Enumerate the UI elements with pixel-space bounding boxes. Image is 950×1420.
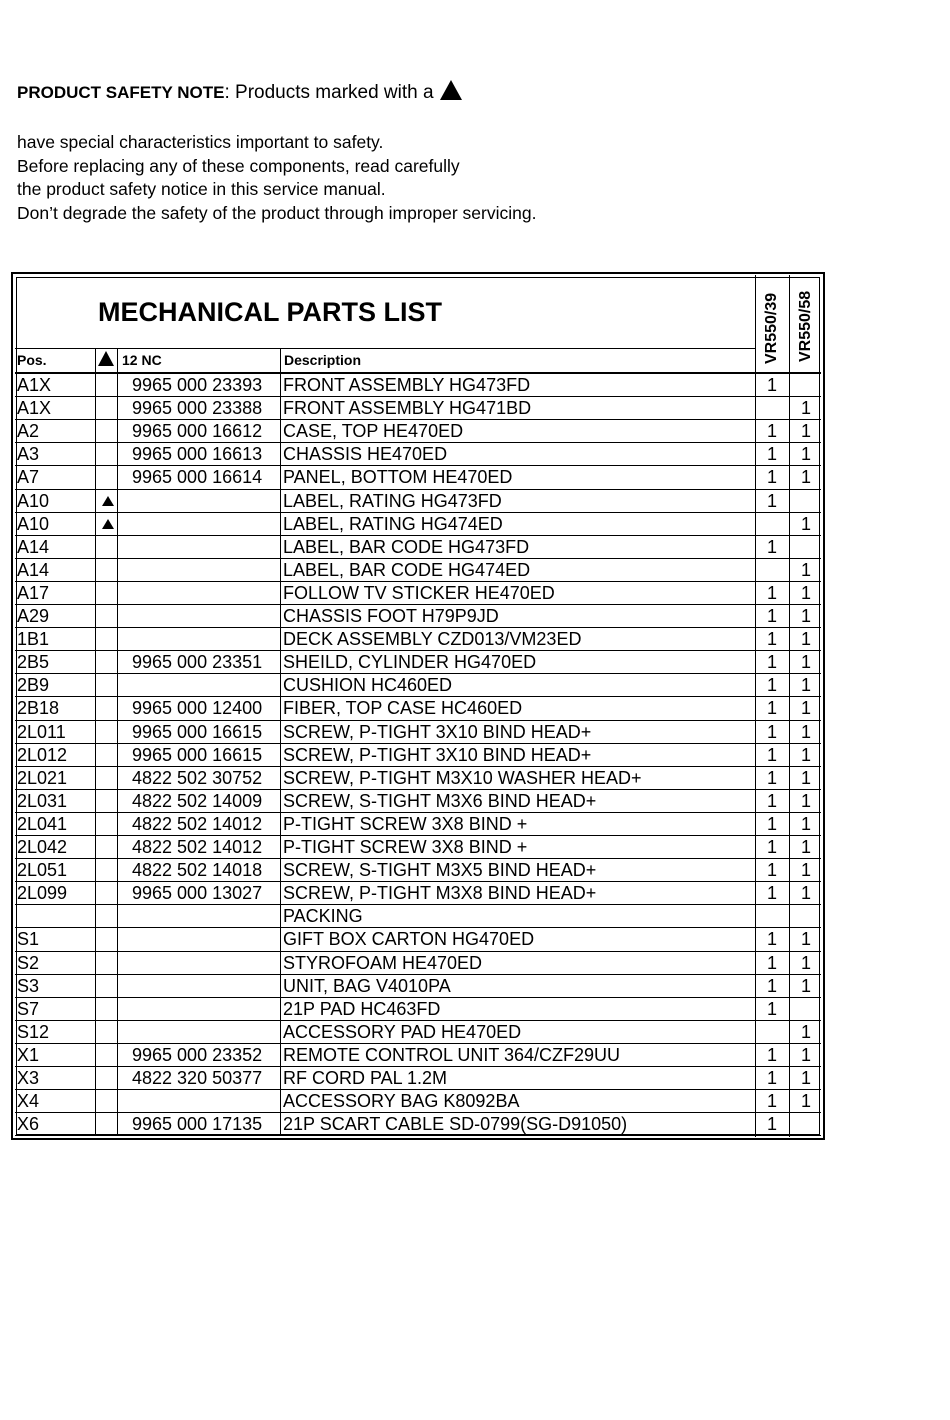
cell-pos: X6 (17, 1114, 40, 1135)
cell-12nc: 9965 000 16614 (132, 467, 263, 488)
cell-pos: A1X (17, 398, 52, 419)
cell-pos: A1X (17, 375, 52, 395)
cell-vr550-39: 1 (766, 1068, 777, 1088)
table-row (15, 443, 821, 466)
cell-vr550-58: 1 (800, 975, 811, 996)
table-row (15, 1021, 821, 1044)
cell-vr550-58: 1 (800, 929, 811, 950)
cell-vr550-39: 1 (766, 744, 777, 765)
table-row (15, 513, 821, 536)
cell-description: 21P SCART CABLE SD-0799(SG-D91050) (283, 1114, 628, 1135)
cell-description: GIFT BOX CARTON HG470ED (283, 929, 535, 950)
cell-pos: 2L011 (17, 721, 66, 742)
table-row (15, 420, 821, 443)
table-row (15, 952, 821, 975)
header-vr550-58: VR550/58 (797, 290, 814, 362)
cell-pos: 1B1 (17, 629, 50, 650)
cell-vr550-39: 1 (766, 929, 777, 950)
cell-safety (96, 490, 119, 513)
cell-12nc: 4822 502 14009 (132, 790, 263, 811)
cell-pos: S3 (17, 975, 40, 996)
cell-description: DECK ASSEMBLY CZD013/VM23ED (283, 629, 582, 650)
cell-vr550-58: 1 (800, 559, 811, 580)
cell-vr550-39: 1 (766, 1044, 777, 1065)
cell-description: SCREW, S-TIGHT M3X5 BIND HEAD+ (283, 860, 597, 881)
cell-vr550-39: 1 (766, 790, 777, 811)
safety-note-line: Don’t degrade the safety of the product through improper servicing. (17, 202, 537, 223)
cell-pos: X1 (17, 1044, 40, 1065)
cell-description: P-TIGHT SCREW 3X8 BIND + (283, 837, 528, 857)
cell-description: CHASSIS HE470ED (283, 444, 448, 465)
warning-triangle-icon (102, 496, 114, 506)
cell-12nc: 9965 000 17135 (132, 1114, 263, 1135)
cell-vr550-39: 1 (766, 975, 777, 996)
column-divider (117, 348, 118, 1136)
table-row (15, 928, 821, 951)
cell-12nc: 4822 502 30752 (132, 767, 263, 788)
table-row (15, 1044, 821, 1067)
safety-note-label: PRODUCT SAFETY NOTE (17, 83, 225, 102)
cell-vr550-58: 1 (800, 813, 811, 834)
cell-description: SCREW, P-TIGHT M3X8 BIND HEAD+ (283, 883, 597, 904)
cell-12nc: 9965 000 13027 (132, 883, 263, 904)
header-description: Description (284, 352, 362, 368)
cell-description: CASE, TOP HE470ED (283, 421, 464, 442)
cell-pos: 2L021 (17, 767, 68, 788)
cell-vr550-39: 1 (766, 536, 777, 557)
cell-vr550-39: 1 (766, 767, 777, 788)
cell-pos: 2L041 (17, 813, 68, 834)
cell-description: REMOTE CONTROL UNIT 364/CZF29UU (283, 1044, 621, 1065)
cell-description: FIBER, TOP CASE HC460ED (283, 698, 523, 719)
cell-pos: A7 (17, 467, 40, 488)
cell-vr550-39: 1 (766, 952, 777, 973)
cell-vr550-58: 1 (800, 1044, 811, 1065)
cell-vr550-58: 1 (800, 952, 811, 973)
cell-pos: A10 (17, 490, 50, 511)
cell-vr550-58: 1 (800, 444, 811, 465)
table-row (15, 1090, 821, 1113)
cell-vr550-58: 1 (800, 467, 811, 488)
cell-vr550-58: 1 (800, 606, 811, 626)
table-row (15, 767, 821, 790)
cell-pos: 2B9 (17, 675, 50, 696)
cell-vr550-58: 1 (800, 883, 811, 904)
cell-12nc: 9965 000 16615 (132, 744, 263, 765)
cell-vr550-39: 1 (766, 375, 777, 395)
cell-pos: S7 (17, 998, 40, 1019)
cell-description: STYROFOAM HE470ED (283, 952, 483, 973)
cell-vr550-39: 1 (766, 998, 777, 1019)
table-row (15, 721, 821, 744)
warning-triangle-icon (102, 519, 114, 529)
table-row (15, 744, 821, 767)
table-row (15, 975, 821, 998)
cell-vr550-58: 1 (800, 698, 811, 719)
table-row (15, 559, 821, 582)
table-row (15, 374, 821, 397)
safety-note-line: have special characteristics important to safety. (17, 132, 384, 152)
safety-note-paragraph (17, 131, 536, 225)
cell-vr550-39: 1 (766, 629, 777, 650)
cell-12nc: 4822 502 14012 (132, 813, 263, 834)
table-row (15, 905, 821, 928)
cell-vr550-58: 1 (800, 582, 811, 603)
cell-vr550-58: 1 (800, 675, 811, 696)
table-row (15, 536, 821, 559)
cell-vr550-58: 1 (800, 790, 811, 811)
cell-12nc: 9965 000 12400 (132, 698, 263, 719)
table-row (15, 651, 821, 674)
cell-vr550-39: 1 (766, 490, 777, 511)
cell-vr550-39: 1 (766, 860, 777, 881)
safety-note-text: : Products marked with a (224, 82, 434, 103)
cell-12nc: 9965 000 23351 (132, 652, 263, 673)
cell-description: SCREW, P-TIGHT 3X10 BIND HEAD+ (283, 744, 592, 765)
cell-description: PANEL, BOTTOM HE470ED (283, 467, 513, 488)
header-vr550-39: VR550/39 (763, 292, 780, 364)
cell-pos: A14 (17, 559, 50, 580)
cell-pos: 2B18 (17, 698, 60, 719)
header-nc: 12 NC (122, 352, 162, 368)
cell-12nc: 4822 502 14012 (132, 837, 263, 857)
cell-pos: A17 (17, 582, 50, 603)
cell-vr550-58: 1 (800, 513, 811, 534)
cell-pos: 2L042 (17, 837, 68, 857)
cell-pos: 2L012 (17, 744, 68, 765)
cell-description: SHEILD, CYLINDER HG470ED (283, 652, 537, 673)
table-row (15, 813, 821, 836)
cell-vr550-58: 1 (800, 398, 811, 419)
header-safety-mark (96, 351, 114, 367)
table-row (15, 490, 821, 513)
cell-12nc: 9965 000 16613 (132, 444, 263, 465)
cell-description: LABEL, RATING HG473FD (283, 490, 502, 511)
cell-vr550-39: 1 (766, 467, 777, 488)
cell-description: LABEL, RATING HG474ED (283, 513, 503, 534)
cell-pos: X3 (17, 1068, 40, 1088)
row-divider (15, 1135, 821, 1136)
cell-12nc: 9965 000 16612 (132, 421, 263, 442)
cell-vr550-39: 1 (766, 1114, 777, 1135)
cell-vr550-58: 1 (800, 652, 811, 673)
cell-description: PACKING (283, 906, 363, 927)
table-row (15, 1113, 821, 1136)
table-row (15, 998, 821, 1021)
cell-12nc: 9965 000 16615 (132, 721, 263, 742)
safety-note-line: Before replacing any of these components, read carefully (17, 155, 460, 176)
warning-triangle-icon (440, 80, 462, 100)
cell-pos: A10 (17, 513, 50, 534)
cell-vr550-58: 1 (800, 767, 811, 788)
cell-12nc: 9965 000 23352 (132, 1044, 263, 1065)
cell-description: CUSHION HC460ED (283, 675, 453, 696)
cell-vr550-39: 1 (766, 721, 777, 742)
cell-12nc: 4822 320 50377 (132, 1068, 263, 1088)
cell-description: ACCESSORY PAD HE470ED (283, 1021, 522, 1042)
table-row (15, 628, 821, 651)
cell-description: FRONT ASSEMBLY HG471BD (283, 398, 532, 419)
cell-description: 21P PAD HC463FD (283, 998, 441, 1019)
table-row (15, 836, 821, 859)
cell-vr550-58: 1 (800, 860, 811, 881)
cell-pos: 2L099 (17, 883, 68, 904)
table-row (15, 466, 821, 489)
table-row (15, 859, 821, 882)
cell-vr550-39: 1 (766, 1091, 777, 1112)
cell-vr550-39: 1 (766, 813, 777, 834)
safety-note-line: the product safety notice in this service manual. (17, 179, 386, 199)
header-pos: Pos. (17, 352, 47, 368)
cell-vr550-39: 1 (766, 652, 777, 673)
cell-vr550-58: 1 (800, 1021, 811, 1042)
cell-vr550-58: 1 (800, 1091, 811, 1112)
cell-vr550-39: 1 (766, 582, 777, 603)
cell-pos: 2L051 (17, 860, 68, 881)
cell-description: CHASSIS FOOT H79P9JD (283, 606, 499, 626)
warning-triangle-icon (98, 351, 114, 366)
table-row (15, 674, 821, 697)
cell-vr550-39: 1 (766, 837, 777, 857)
cell-description: FOLLOW TV STICKER HE470ED (283, 582, 555, 603)
header-divider (15, 348, 755, 349)
cell-description: SCREW, S-TIGHT M3X6 BIND HEAD+ (283, 790, 597, 811)
cell-vr550-39: 1 (766, 606, 777, 626)
table-row (15, 790, 821, 813)
cell-vr550-58: 1 (800, 421, 811, 442)
cell-description: SCREW, P-TIGHT M3X10 WASHER HEAD+ (283, 767, 642, 788)
cell-vr550-58: 1 (800, 837, 811, 857)
cell-description: SCREW, P-TIGHT 3X10 BIND HEAD+ (283, 721, 592, 742)
cell-12nc: 9965 000 23393 (132, 375, 263, 395)
cell-12nc: 4822 502 14018 (132, 860, 263, 881)
table-row (15, 697, 821, 720)
cell-description: P-TIGHT SCREW 3X8 BIND + (283, 813, 528, 834)
cell-vr550-39: 1 (766, 698, 777, 719)
table-row (15, 605, 821, 628)
cell-pos: S1 (17, 929, 40, 950)
cell-description: FRONT ASSEMBLY HG473FD (283, 375, 531, 395)
cell-pos: 2L031 (17, 790, 68, 811)
cell-12nc: 9965 000 23388 (132, 398, 263, 419)
cell-pos: X4 (17, 1091, 40, 1112)
cell-pos: A29 (17, 606, 50, 626)
cell-description: RF CORD PAL 1.2M (283, 1068, 448, 1088)
column-divider (95, 348, 96, 1136)
cell-pos: A14 (17, 536, 50, 557)
column-divider (280, 348, 281, 1136)
cell-vr550-58: 1 (800, 1068, 811, 1088)
table-row (15, 397, 821, 420)
table-title: MECHANICAL PARTS LIST (98, 297, 442, 327)
cell-description: LABEL, BAR CODE HG473FD (283, 536, 530, 557)
cell-pos: A3 (17, 444, 40, 465)
cell-pos: A2 (17, 421, 40, 442)
cell-vr550-58: 1 (800, 744, 811, 765)
cell-pos: 2B5 (17, 652, 50, 673)
cell-description: ACCESSORY BAG K8092BA (283, 1091, 520, 1112)
table-row (15, 582, 821, 605)
table-row (15, 1067, 821, 1090)
cell-vr550-39: 1 (766, 675, 777, 696)
safety-note-heading (17, 80, 462, 104)
cell-safety (96, 513, 119, 536)
cell-vr550-58: 1 (800, 629, 811, 650)
cell-description: LABEL, BAR CODE HG474ED (283, 559, 531, 580)
cell-pos: S12 (17, 1021, 50, 1042)
cell-description: UNIT, BAG V4010PA (283, 975, 451, 996)
cell-vr550-39: 1 (766, 444, 777, 465)
cell-pos: S2 (17, 952, 40, 973)
cell-vr550-39: 1 (766, 883, 777, 904)
cell-vr550-58: 1 (800, 721, 811, 742)
table-row (15, 882, 821, 905)
cell-vr550-39: 1 (766, 421, 777, 442)
